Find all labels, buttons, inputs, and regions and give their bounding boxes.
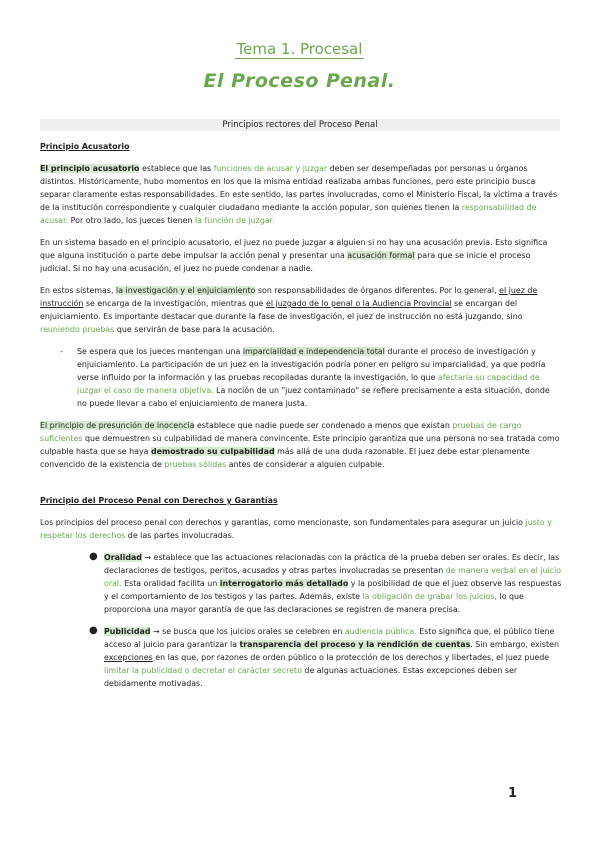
section-bar: Principios rectores del Proceso Penal [40, 119, 560, 131]
list-item: - Se espera que los jueces mantengan una imparcialidad e independencia total durante el proceso de investigación y enjuiciamiento. La participación de un juez en la investigación podría poner en peligro su imparcialidad, ya que podría verse influido por la información y las pruebas recopiladas durante la investigación, lo que afectaría su capacidad de juzgar el caso de manera objetiva. La noción de un "juez contaminado" se refiere precisamente a esta situación, donde no puede llevar a cabo el enjuiciamiento de manera justa. [60, 347, 550, 408]
dash-marker: - [60, 347, 63, 356]
bullet-list [40, 551, 562, 690]
paragraph-acusatorio-1: El principio acusatorio establece que las funciones de acusar y juzgar deben ser desempeñadas por personas u órganos distintos. Históricamente, hubo momentos en los que la misma entidad realizaba ambas funciones, pero este principio busca separar claramente estas responsabilidades. En este sentido, las partes involucradas, como el Ministerio Fiscal, la víctima a través de la institución correspondiente y cualquier ciudadano mediante la acción popular, son quienes tienen la responsabilidad de acusar. Por otro lado, los jueces tienen la función de juzgar. [40, 164, 558, 225]
page-number: 1 [508, 786, 518, 801]
paragraph-presuncion-inocencia: El principio de presunción de inocencia establece que nadie puede ser condenado a menos que existan pruebas de cargo suficientes que demuestren su culpabilidad de manera convincente. Este principio garantiza que una persona no sea tratada como culpable hasta que se haya demostrado su culpabilidad más allá de una duda razonable. El juez debe estar plenamente convencido de la existencia de pruebas sólidas antes de considerar a alguien culpable. [40, 421, 560, 469]
paragraph-acusatorio-2: En un sistema basado en el principio acusatorio, el juez no puede juzgar a alguien si no hay una acusación previa. Esto significa que alguna institución o parte debe impulsar la acción penal y presentar una acusación formal para que se inicie el proceso judicial. Si no hay una acusación, el juez no puede condenar a nadie. [40, 238, 548, 273]
page-title: El Proceso Penal. [203, 70, 396, 92]
topic-heading: Tema 1. Procesal [236, 40, 363, 58]
bullet-icon: ● [89, 551, 98, 562]
bullet-icon: ● [89, 625, 98, 636]
heading-derechos-garantias: Principio del Proceso Penal con Derechos y Garantías [40, 496, 278, 505]
dash-list [40, 345, 562, 410]
list-item-oralidad: ● Oralidad → establece que las actuaciones relacionadas con la práctica de la prueba deben ser orales. Es decir, las declaraciones de testigos, peritos, acusados y otras partes involucradas se presentan de manera verbal en el juicio oral. Esta oralidad facilita un interrogatorio más detallado y la posibilidad de que el juez observe las respuestas y el comportamiento de los testigos y las partes. Además, existe la obligación de grabar los juicios, lo que proporciona una mayor garantía de que las declaraciones se registren de manera precisa. [89, 551, 562, 614]
heading-principio-acusatorio: Principio Acusatorio [40, 142, 130, 151]
paragraph-acusatorio-3: En estos sistemas, la investigación y el enjuiciamiento son responsabilidades de órganos diferentes. Por lo general, el juez de instrucción se encarga de la investigación, mientras que el juzgado de lo penal o la Audiencia Provincial se encargan del enjuiciamiento. Es importante destacar que durante la fase de investigación, el juez de instrucción no está juzgando, sino reuniendo pruebas que servirán de base para la acusación. [40, 286, 538, 334]
document-body [40, 140, 562, 699]
list-item-publicidad: ● Publicidad → se busca que los juicios orales se celebren en audiencia pública. Esto significa que, el público tiene acceso al juicio para garantizar la transparencia del proceso y la rendición de cuentas. Sin embargo, existen excepciones en las que, por razones de orden público o la protección de los derechos y libertades, el juez puede limitar la publicidad o decretar el carácter secreto de algunas actuaciones. Estas excepciones deben ser debidamente motivadas. [89, 625, 559, 688]
paragraph-derechos-intro: Los principios del proceso penal con derechos y garantías, como mencionaste, son fundamentales para asegurar un juicio justo y respetar los derechos de las partes involucradas. [40, 518, 552, 540]
